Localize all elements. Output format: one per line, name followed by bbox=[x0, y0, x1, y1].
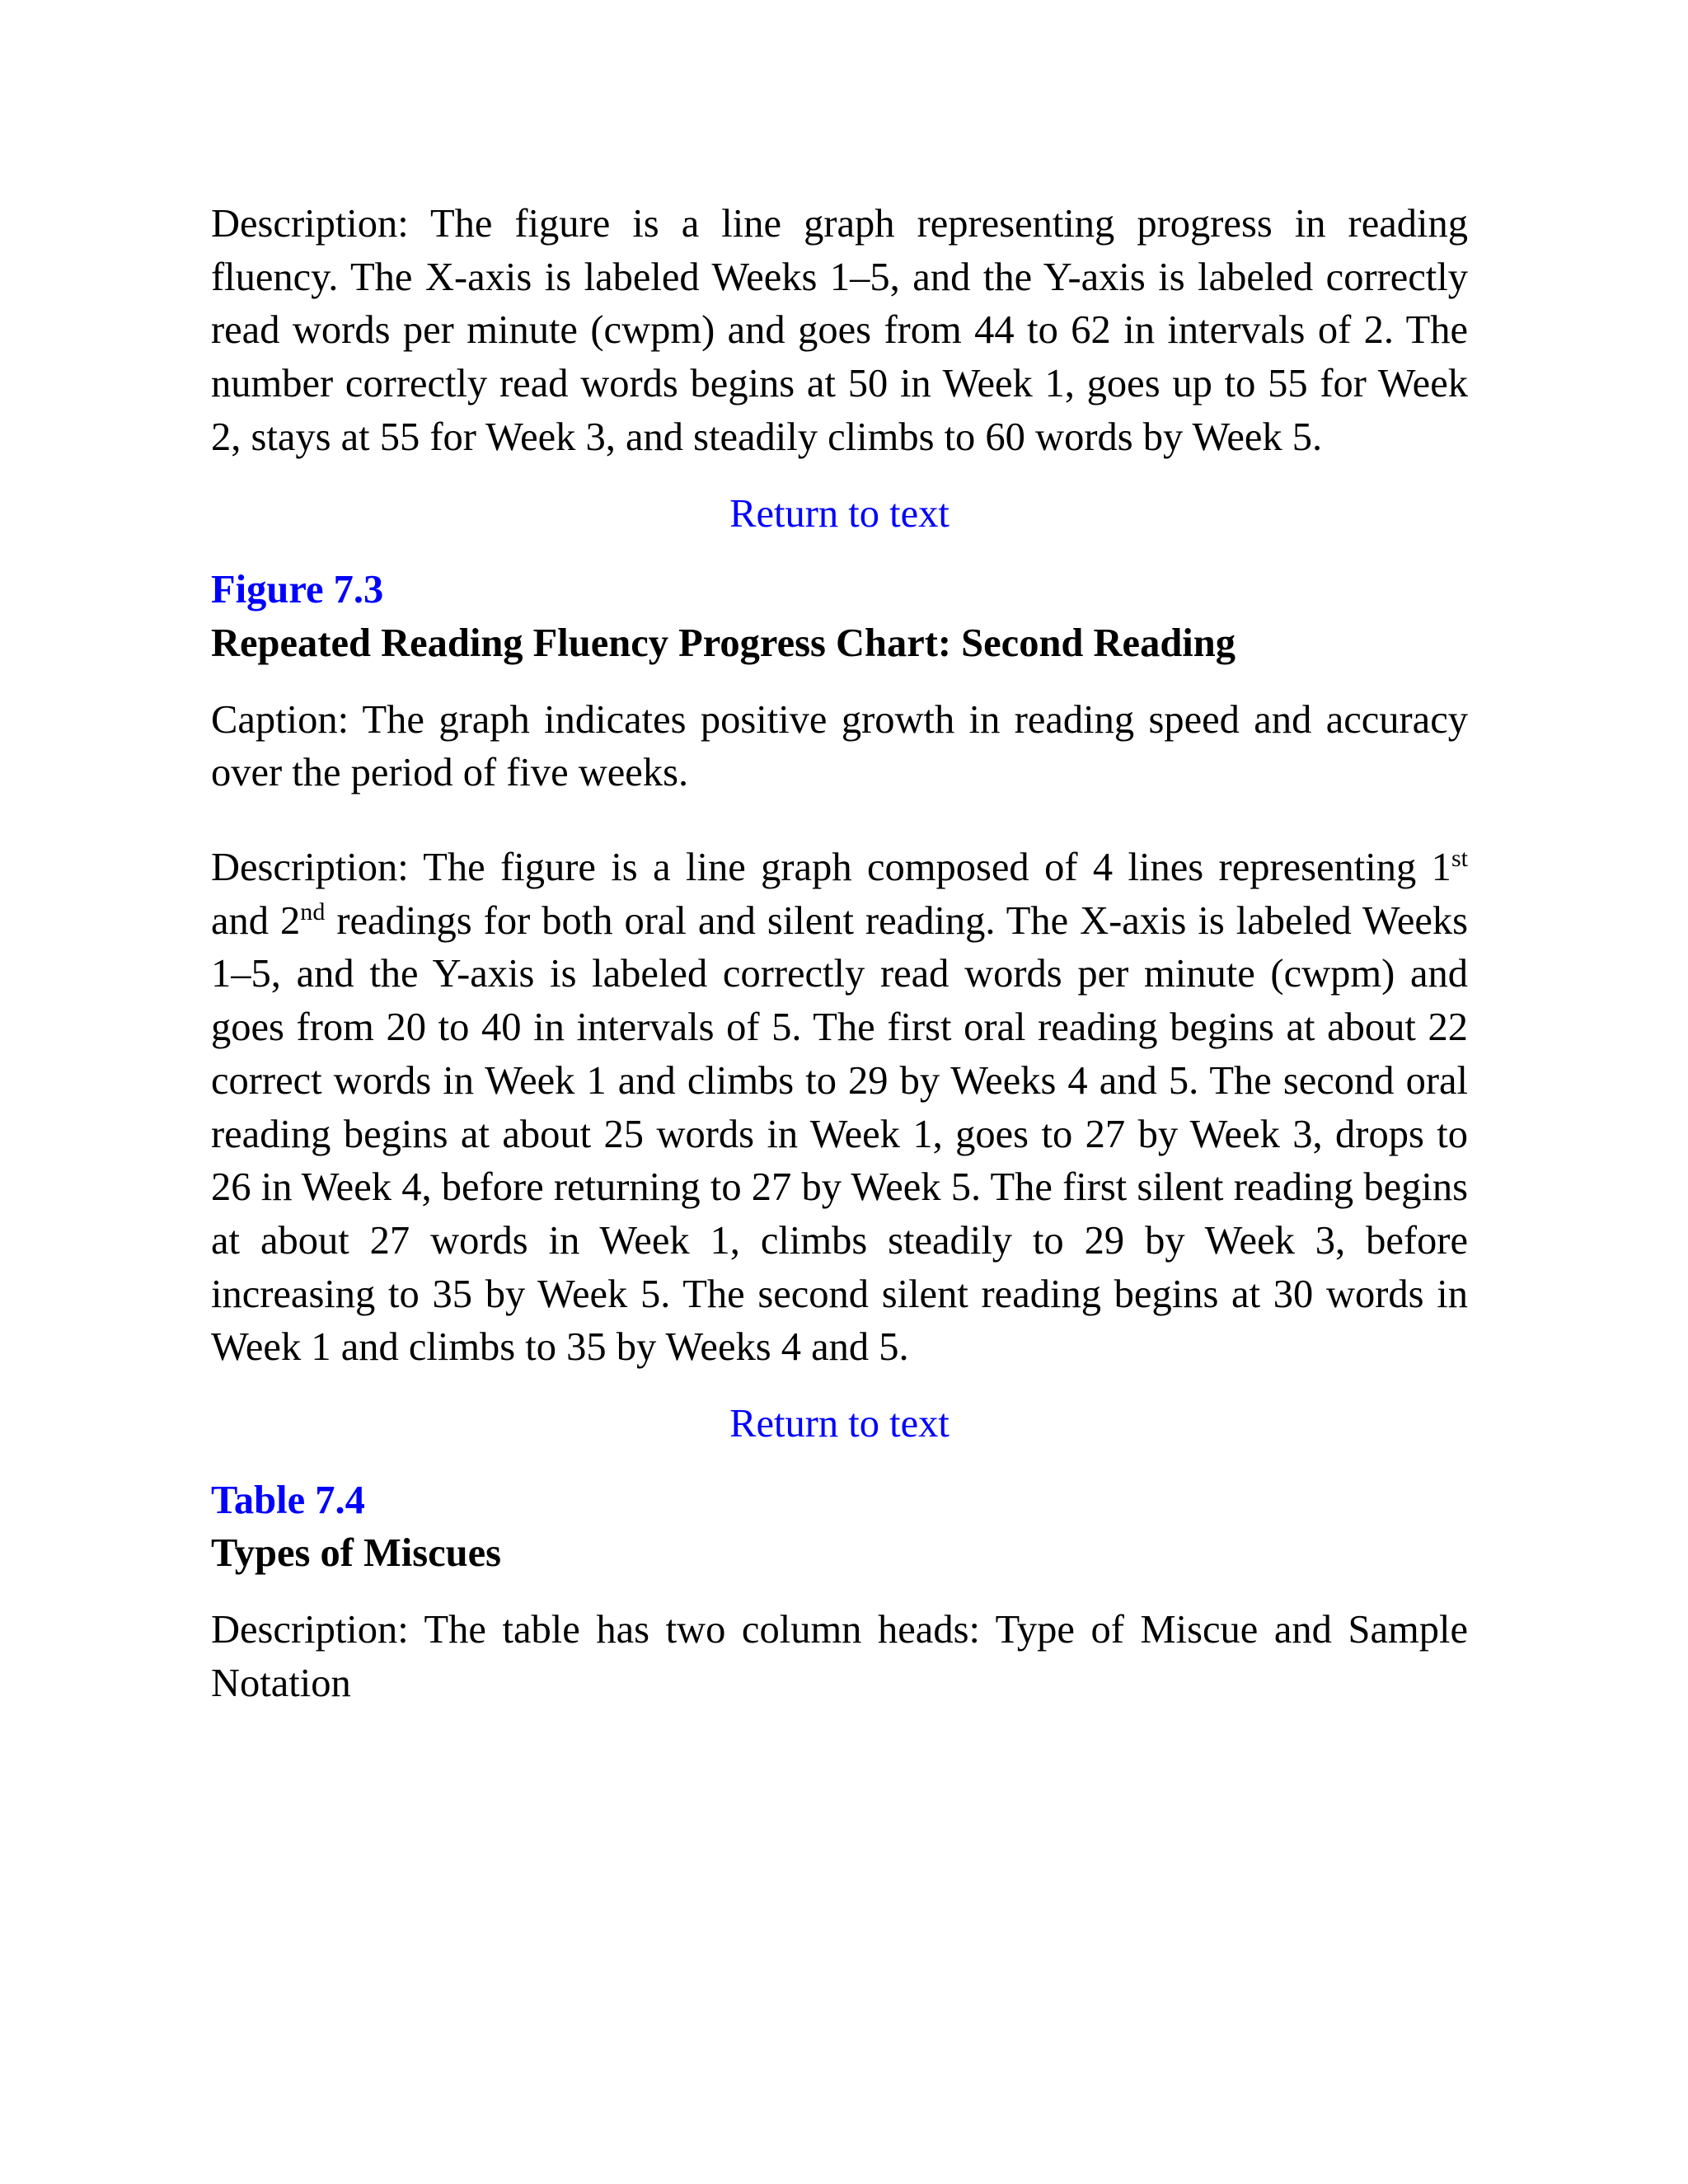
return-to-text-link-2[interactable]: Return to text bbox=[729, 1402, 950, 1446]
description-text-2: and 2 bbox=[211, 898, 301, 943]
document-page bbox=[211, 198, 1468, 1711]
figure-7-3-description bbox=[211, 841, 1468, 1375]
superscript-nd: nd bbox=[300, 897, 326, 926]
table-7-4-title: Types of Miscues bbox=[211, 1531, 502, 1576]
figure-7-2-description: Description: The figure is a line graph representing progress in reading fluency. The X-axis is labeled Weeks 1–5, and the Y-axis is labeled correctly read words per minute (cwpm) and goes from 44 to 62 in intervals of 2. The number correctly read words begins at 50 in Week 1, goes up to 55 for Week 2, stays at 55 for Week 3, and steadily climbs to 60 words by Week 5. bbox=[211, 202, 1468, 459]
return-to-text-link-1[interactable]: Return to text bbox=[729, 491, 950, 536]
figure-7-3-caption: Caption: The graph indicates positive growth in reading speed and accuracy over the period of five weeks. bbox=[211, 697, 1468, 795]
description-text-1: Description: The figure is a line graph composed of 4 lines representing 1 bbox=[211, 846, 1451, 890]
table-7-4-label[interactable]: Table 7.4 bbox=[211, 1478, 365, 1522]
table-7-4-description: Description: The table has two column heads: Type of Miscue and Sample Notation bbox=[211, 1608, 1468, 1705]
figure-7-3-title: Repeated Reading Fluency Progress Chart: Second Reading bbox=[211, 621, 1236, 665]
description-text-3: readings for both oral and silent reading. The X-axis is labeled Weeks 1–5, and the Y-axis is labeled correctly read words per minute (cwpm) and goes from 20 to 40 in intervals of 5. The first oral reading begins at about 22 correct words in Week 1 and climbs to 29 by Weeks 4 and 5. The second oral reading begins at about 25 words in Week 1, goes to 27 by Week 3, drops to 26 in Week 4, before returning to 27 by Week 5. The first silent reading begins at about 27 words in Week 1, climbs steadily to 29 by Week 3, before increasing to 35 by Week 5. The second silent reading begins at 30 words in Week 1 and climbs to 35 by Weeks 4 and 5. bbox=[211, 898, 1468, 1370]
superscript-st: st bbox=[1451, 843, 1468, 872]
figure-7-3-label[interactable]: Figure 7.3 bbox=[211, 568, 384, 612]
